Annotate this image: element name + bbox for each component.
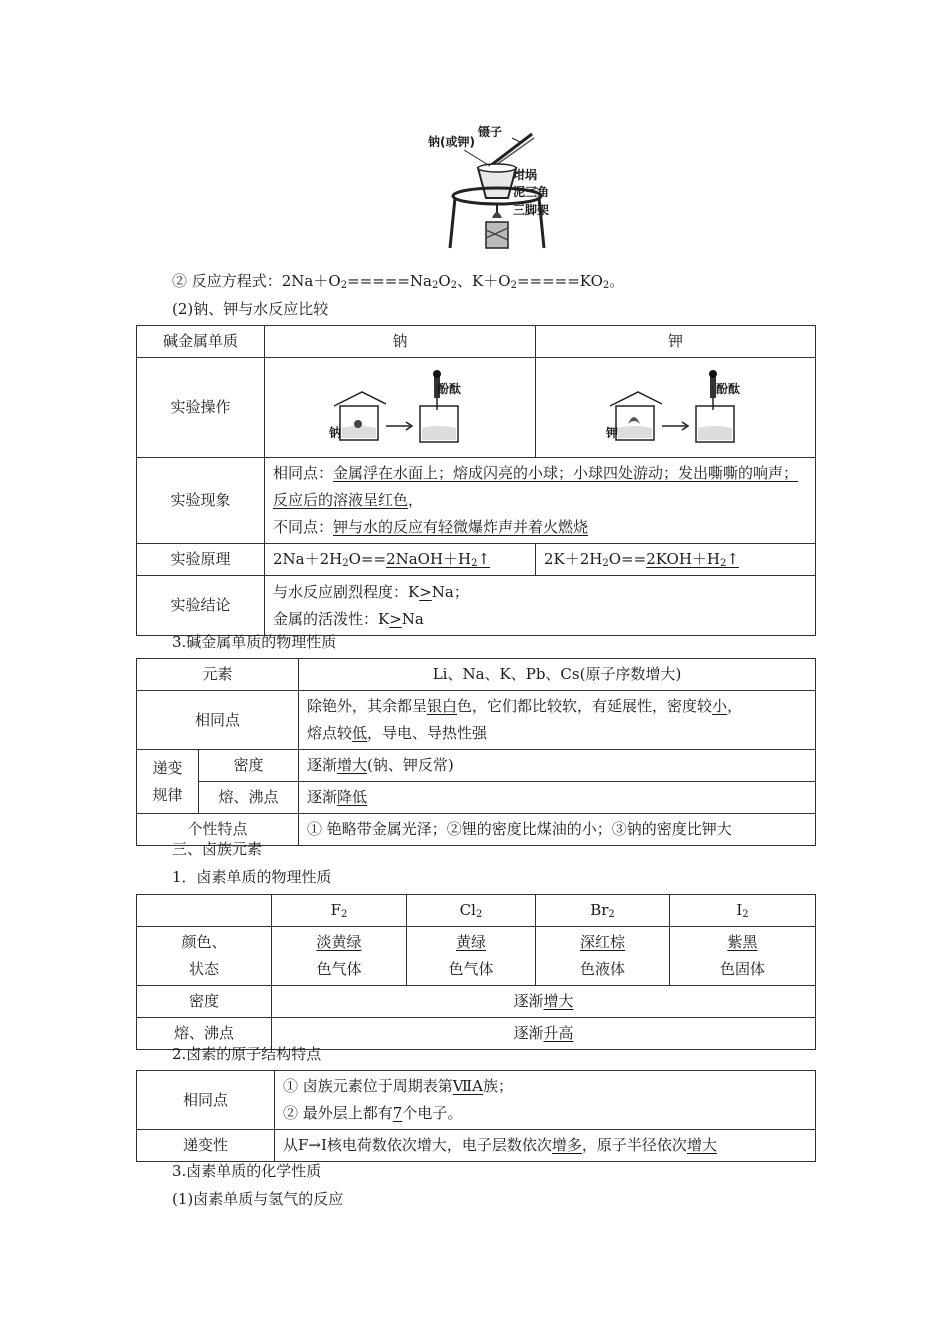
- heading-alkali-physical: 3.碱金属单质的物理性质: [172, 633, 337, 651]
- t2-label-special: 个性特点: [137, 814, 299, 846]
- same-phenomenon-text: 金属浮在水面上；熔成闪亮的小球；小球四处游动；发出嘶嘶的响声；反应后的溶液呈红色: [273, 464, 799, 509]
- section-halogens: 三、卤族元素: [172, 840, 263, 858]
- t4-trend-cell: 从F→I核电荷数依次增大，电子层数依次增多，原子半径依次增大: [275, 1130, 816, 1162]
- t2-label-density: 密度: [199, 750, 299, 782]
- k-figure-label: 钾: [606, 426, 619, 440]
- t2-header-elements: Li、Na、K、Pb、Cs(原子序数增大): [299, 659, 816, 691]
- t3-header-cl2: $Cl_2$: [407, 895, 536, 927]
- heading-na-k-water: (2)钠、钾与水反应比较: [172, 300, 329, 318]
- t1-header-k: 钾: [536, 326, 816, 358]
- na-figure-label: 钠: [329, 426, 342, 440]
- t1-label-phenomenon: 实验现象: [137, 458, 265, 544]
- label-tripod: 三脚架: [513, 203, 550, 217]
- table-halogen-physical: [136, 894, 816, 1050]
- t3-header-i2: $I_2$: [670, 895, 816, 927]
- t3-br2-color: 深红棕 色液体: [536, 927, 670, 986]
- t4-label-same: 相同点: [137, 1071, 275, 1130]
- t3-header-empty: [137, 895, 272, 927]
- t1-k-operation-figure: [536, 358, 816, 458]
- table-halogen-structure: [136, 1070, 816, 1162]
- heading-halogen-structure: 2.卤素的原子结构特点: [172, 1045, 322, 1063]
- t2-density-cell: 逐渐增大(钠、钾反常): [299, 750, 816, 782]
- t3-header-br2: $Br_2$: [536, 895, 670, 927]
- k-phenol-label: 酚酞: [716, 382, 741, 396]
- table-alkali-physical: [136, 658, 816, 846]
- t3-melt-cell: 逐渐升高: [272, 1018, 816, 1050]
- t1-conclusion-cell: 与水反应剧烈程度：K>Na； 金属的活泼性：K>Na: [265, 576, 816, 636]
- t3-i2-color: 紫黑 色固体: [670, 927, 816, 986]
- t1-label-conclusion: 实验结论: [137, 576, 265, 636]
- t2-melt-cell: 逐渐降低: [299, 782, 816, 814]
- na-phenol-label: 酚酞: [437, 382, 462, 396]
- t4-same-cell: ① 卤族元素位于周期表第ⅦA族； ② 最外层上都有7个电子。: [275, 1071, 816, 1130]
- t1-header-na: 钠: [265, 326, 536, 358]
- t3-f2-color: 淡黄绿 色气体: [272, 927, 407, 986]
- t1-label-operation: 实验操作: [137, 358, 265, 458]
- heading-halogen-chemical: 3.卤素单质的化学性质: [172, 1162, 322, 1180]
- t3-density-cell: 逐渐增大: [272, 986, 816, 1018]
- label-tweezers: 镊子: [478, 125, 503, 139]
- t2-label-same: 相同点: [137, 691, 299, 750]
- t1-label-principle: 实验原理: [137, 544, 265, 576]
- t3-label-melt: 熔、沸点: [137, 1018, 272, 1050]
- t3-label-density: 密度: [137, 986, 272, 1018]
- t3-header-f2: $F_2$: [272, 895, 407, 927]
- heading-halogen-physical: 1．卤素单质的物理性质: [172, 868, 332, 886]
- t2-label-trend: 递变 规律: [137, 750, 199, 814]
- label-crucible: 坩埚: [513, 168, 538, 182]
- t1-na-equation: $2Na+2H_2O==2NaOH+H_2↑$: [265, 544, 536, 576]
- tripod-shape: [450, 198, 455, 248]
- reaction-equation-line: ② 反应方程式：$2Na+O_2=====Na_2O_2$、$K+O_2=====KO_2$。: [172, 272, 625, 291]
- label-clay-triangle: 泥三角: [513, 185, 550, 199]
- t1-k-equation: $2K+2H_2O==2KOH+H_2↑$: [536, 544, 816, 576]
- label-na: 钠(或钾): [428, 135, 475, 149]
- t2-special-cell: ① 铯略带金属光泽；②锂的密度比煤油的小；③钠的密度比钾大: [299, 814, 816, 846]
- t1-phenomenon-cell: 相同点：金属浮在水面上；熔成闪亮的小球；小球四处游动；发出嘶嘶的响声；反应后的溶液呈红色， 不同点：钾与水的反应有轻微爆炸声并着火燃烧: [265, 458, 816, 544]
- t4-label-trend: 递变性: [137, 1130, 275, 1162]
- heading-halogen-hydrogen: (1)卤素单质与氢气的反应: [172, 1190, 344, 1208]
- diff-phenomenon-text: 钾与水的反应有轻微爆炸声并着火燃烧: [333, 518, 589, 536]
- table-na-k-water: [136, 325, 816, 636]
- t2-label-melt: 熔、沸点: [199, 782, 299, 814]
- t3-label-color: 颜色、 状态: [137, 927, 272, 986]
- t1-header-element: 碱金属单质: [137, 326, 265, 358]
- t1-na-operation-figure: [265, 358, 536, 458]
- t2-same-cell: 除铯外，其余都呈银白色，它们都比较软，有延展性，密度较小， 熔点较低，导电、导热性强: [299, 691, 816, 750]
- t2-header-element: 元素: [137, 659, 299, 691]
- t3-cl2-color: 黄绿 色气体: [407, 927, 536, 986]
